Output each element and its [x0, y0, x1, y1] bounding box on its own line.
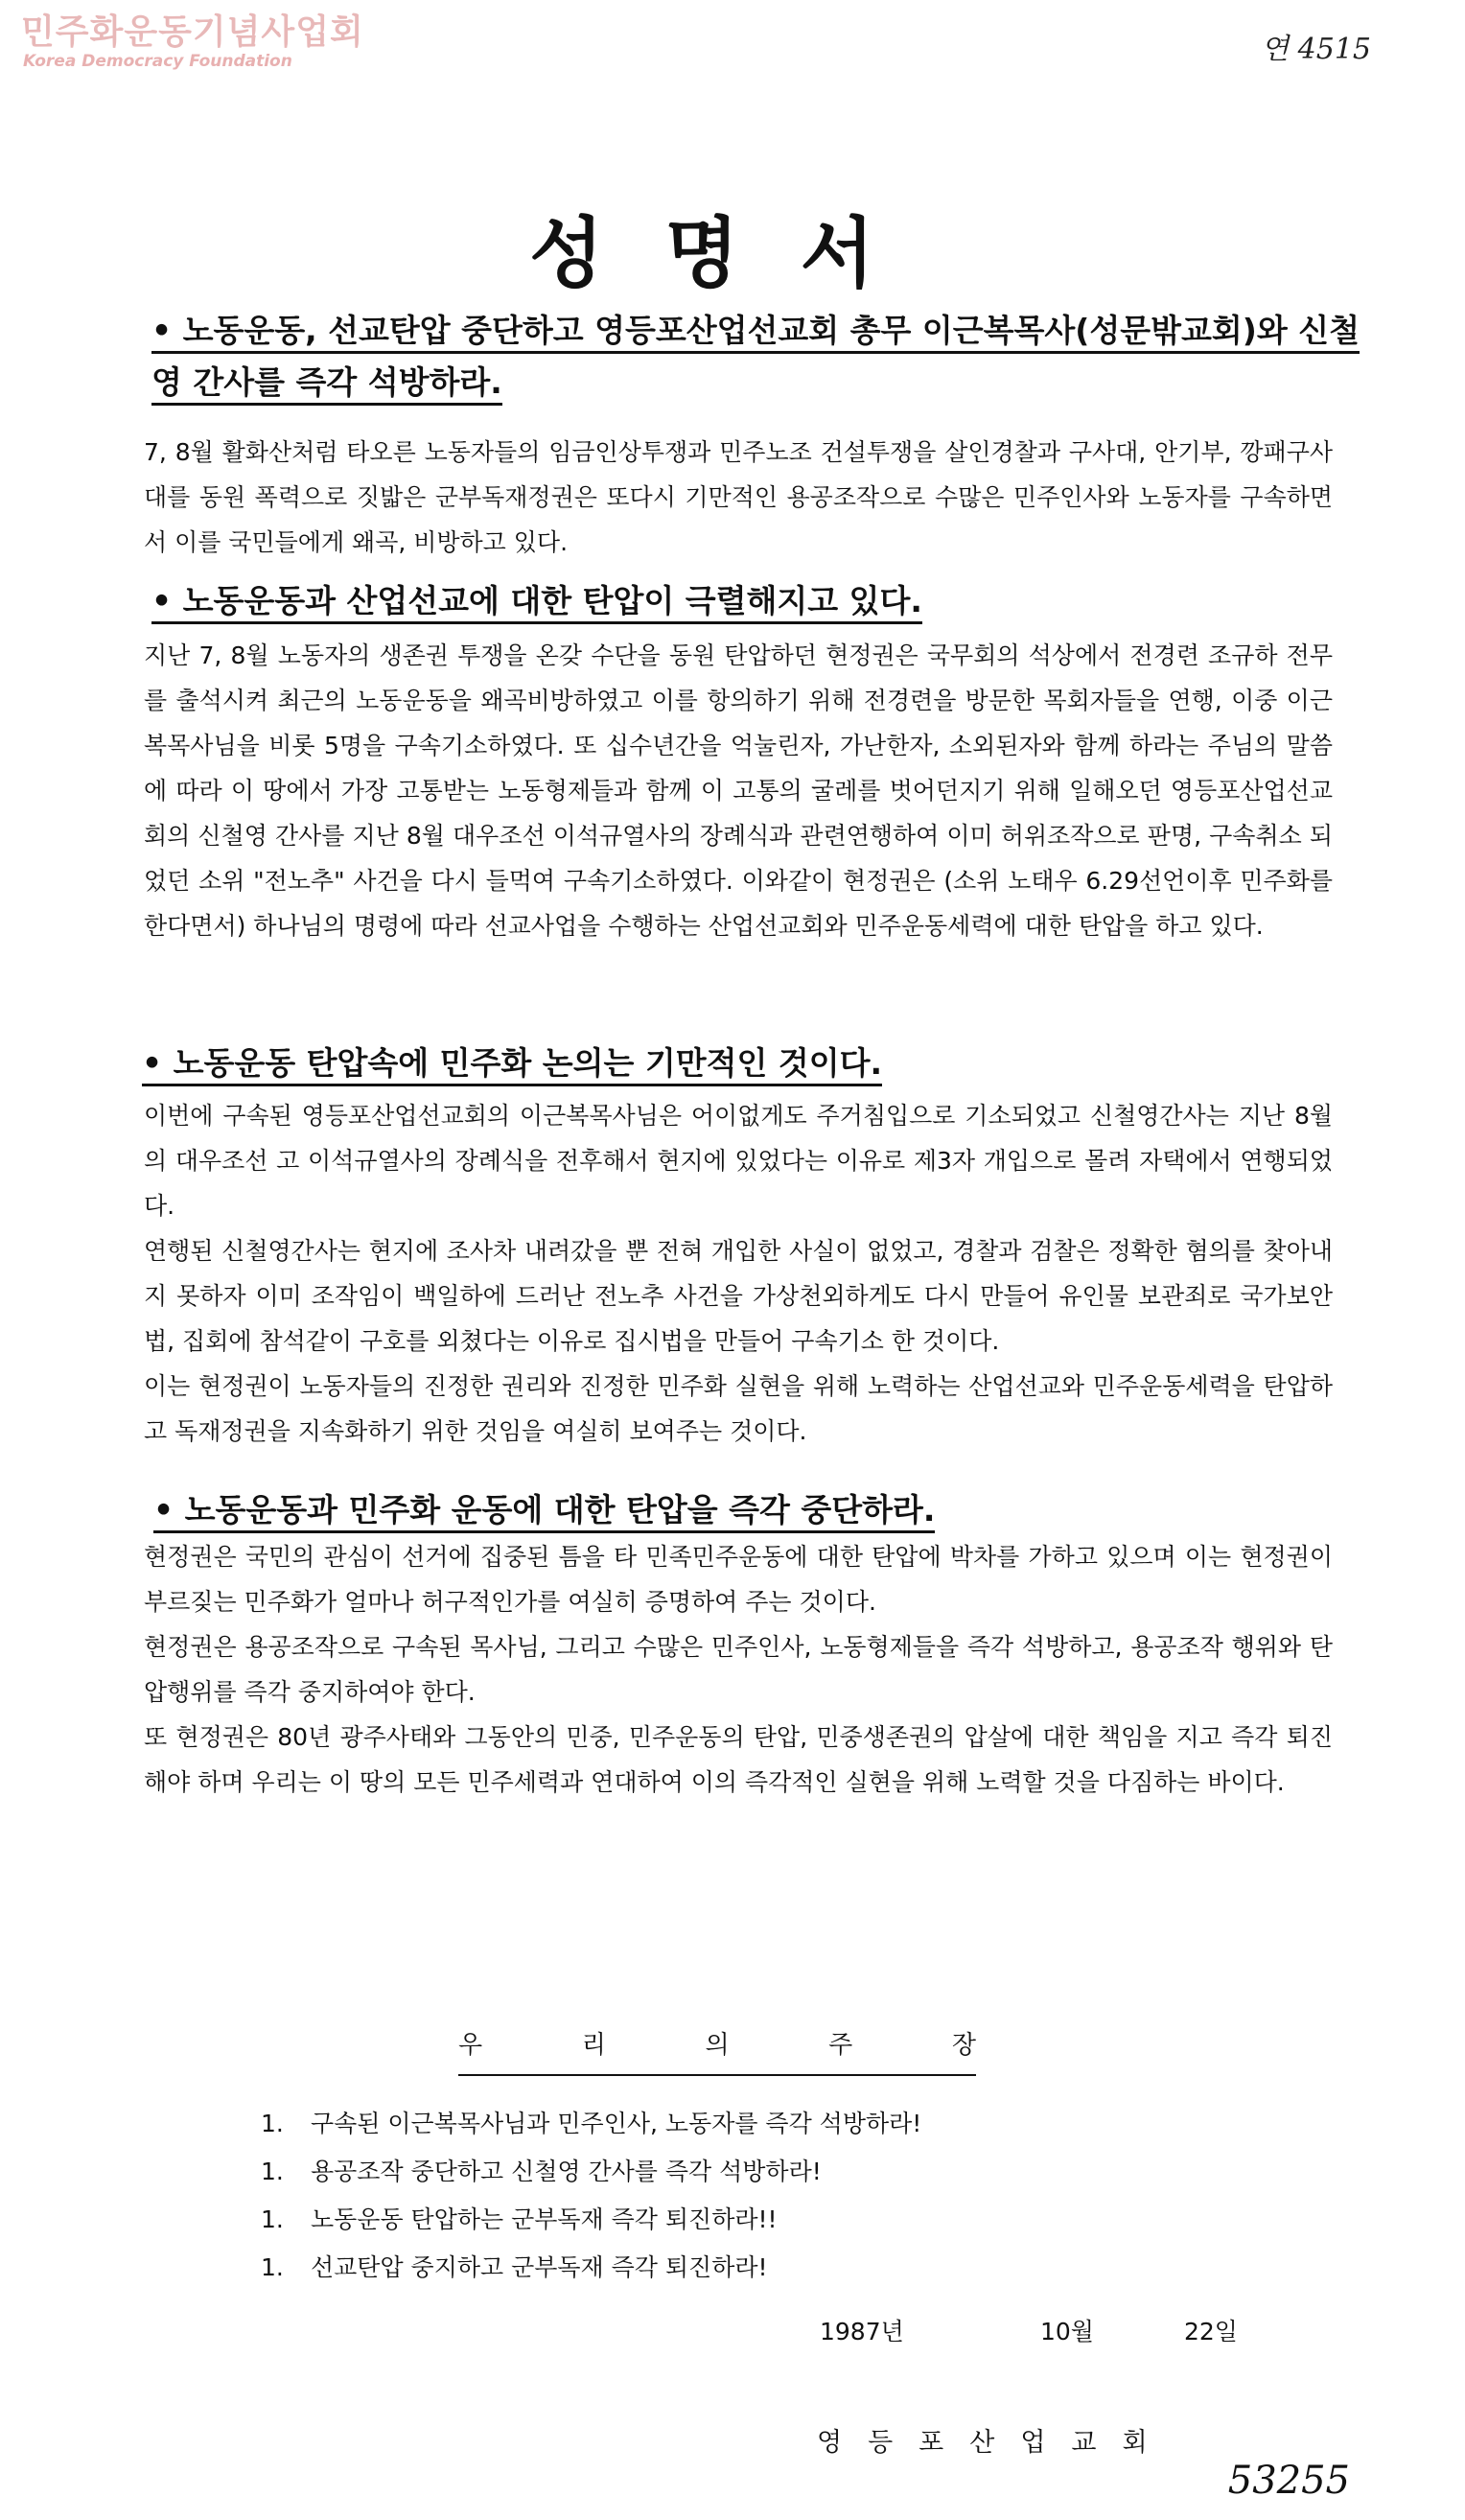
list-item	[261, 2244, 1315, 2292]
claims-title-char: 리	[581, 2031, 606, 2060]
heading-3	[142, 1038, 882, 1089]
claims-title	[458, 2025, 976, 2076]
signature-organization: 영등포산업교회	[817, 2428, 1174, 2458]
date-month: 10월	[1040, 2318, 1094, 2345]
paragraph-3b-text: 연행된 신철영간사는 현지에 조사차 내려갔을 뿐 전혀 개입한 사실이 없었고, 경찰과 검찰은 정확한 혐의를 찾아내지 못하자 이미 조작임이 백일하에 드러난 전노추 사건을 가상천외하게도 다시 만들어 유인물 보관죄로 국가보안법, 집회에 참석같이 구호를 외쳤다는 이유로 집시법을 만들어 구속기소 한 것이다.	[144, 1237, 1333, 1355]
heading-1	[151, 305, 1379, 408]
heading-2-text: • 노동운동과 산업선교에 대한 탄압이 극렬해지고 있다.	[151, 582, 922, 624]
paragraph-3c-text: 이는 현정권이 노동자들의 진정한 권리와 진정한 민주화 실현을 위해 노력하는 산업선교와 민주운동세력을 탄압하고 독재정권을 지속화하기 위한 것임을 여실히 보여주는 것이다.	[144, 1372, 1333, 1445]
heading-4	[153, 1484, 935, 1536]
paragraph-3	[144, 1093, 1333, 1454]
date-day: 22일	[1184, 2318, 1238, 2345]
watermark-korean: 민주화운동기념사업회	[21, 12, 364, 52]
claim-number: 1.	[261, 2158, 284, 2185]
claim-text: 선교탄압 중지하고 군부독재 즉각 퇴진하라!	[311, 2253, 768, 2281]
heading-2	[151, 575, 922, 627]
document-date	[820, 2313, 1238, 2347]
claims-title-char: 우	[458, 2031, 483, 2060]
claim-number: 1.	[261, 2253, 284, 2281]
paragraph-2-text: 지난 7, 8월 노동자의 생존권 투쟁을 온갖 수단을 동원 탄압하던 현정권은 국무회의 석상에서 전경련 조규하 전무를 출석시켜 최근의 노동운동을 왜곡비방하였고 이를 항의하기 위해 전경련을 방문한 목회자들을 연행, 이중 이근복목사님을 비롯 5명을 구속기소하였다. 또 십수년간을 억눌린자, 가난한자, 소외된자와 함께 하라는 주님의 말씀에 따라 이 땅에서 가장 고통받는 노동형제들과 함께 이 고통의 굴레를 벗어던지기 위해 일해오던 영등포산업선교회의 신철영 간사를 지난 8월 대우조선 이석규열사의 장례식과 관련연행하여 이미 허위조작으로 판명, 구속취소 되었던 소위 "전노추" 사건을 다시 들먹여 구속기소하였다. 이와같이 현정권은 (소위 노태우 6.29선언이후 민주화를 한다면서) 하나님의 명령에 따라 선교사업을 수행하는 산업선교회와 민주운동세력에 대한 탄압을 하고 있다.	[144, 642, 1333, 940]
claim-number: 1.	[261, 2110, 284, 2137]
claim-text: 노동운동 탄압하는 군부독재 즉각 퇴진하라!!	[311, 2205, 778, 2233]
list-item	[261, 2100, 1315, 2148]
paragraph-3a-text: 이번에 구속된 영등포산업선교회의 이근복목사님은 어이없게도 주거침입으로 기소되었고 신철영간사는 지난 8월의 대우조선 고 이석규열사의 장례식을 전후해서 현지에 있었다는 이유로 제3자 개입으로 몰려 자택에서 연행되었다.	[144, 1102, 1333, 1220]
list-item	[261, 2196, 1315, 2244]
paragraph-1	[144, 430, 1333, 565]
claims-title-char: 의	[705, 2031, 730, 2060]
claim-text: 구속된 이근복목사님과 민주인사, 노동자를 즉각 석방하라!	[311, 2110, 922, 2137]
heading-3-text: • 노동운동 탄압속에 민주화 논의는 기만적인 것이다.	[142, 1044, 882, 1086]
watermark-logo	[21, 13, 364, 71]
archive-number: 연 4515	[1261, 33, 1371, 66]
claim-text: 용공조작 중단하고 신철영 간사를 즉각 석방하라!	[311, 2158, 822, 2185]
paragraph-4	[144, 1534, 1333, 1805]
date-year: 1987년	[820, 2318, 904, 2345]
claims-list	[261, 2100, 1315, 2292]
claim-number: 1.	[261, 2205, 284, 2233]
paragraph-4a-text: 현정권은 국민의 관심이 선거에 집중된 틈을 타 민족민주운동에 대한 탄압에 박차를 가하고 있으며 이는 현정권이 부르짖는 민주화가 얼마나 허구적인가를 여실히 증명하여 주는 것이다.	[144, 1543, 1333, 1616]
heading-4-text: • 노동운동과 민주화 운동에 대한 탄압을 즉각 중단하라.	[153, 1491, 935, 1533]
claims-title-char: 장	[951, 2031, 976, 2060]
paragraph-1-text: 7, 8월 활화산처럼 타오른 노동자들의 임금인상투쟁과 민주노조 건설투쟁을 살인경찰과 구사대, 안기부, 깡패구사대를 동원 폭력으로 짓밟은 군부독재정권은 또다시 기만적인 용공조작으로 수많은 민주인사와 노동자를 구속하면서 이를 국민들에게 왜곡, 비방하고 있다.	[144, 438, 1333, 556]
paragraph-4c-text: 또 현정권은 80년 광주사태와 그동안의 민중, 민주운동의 탄압, 민중생존권의 압살에 대한 책임을 지고 즉각 퇴진해야 하며 우리는 이 땅의 모든 민주세력과 연대하여 이의 즉각적인 실현을 위해 노력할 것을 다짐하는 바이다.	[144, 1723, 1333, 1796]
page-number: 53255	[1227, 2459, 1350, 2503]
claims-title-char: 주	[828, 2031, 853, 2060]
document-title: 성명서	[529, 208, 936, 298]
list-item	[261, 2148, 1315, 2196]
watermark-english: Korea Democracy Foundation	[23, 52, 292, 71]
heading-1-text: • 노동운동, 선교탄압 중단하고 영등포산업선교회 총무 이근복목사(성문밖교회)와 신철영 간사를 즉각 석방하라.	[151, 312, 1360, 406]
paragraph-2	[144, 633, 1333, 948]
paragraph-4b-text: 현정권은 용공조작으로 구속된 목사님, 그리고 수많은 민주인사, 노동형제들을 즉각 석방하고, 용공조작 행위와 탄압행위를 즉각 중지하여야 한다.	[144, 1633, 1333, 1706]
